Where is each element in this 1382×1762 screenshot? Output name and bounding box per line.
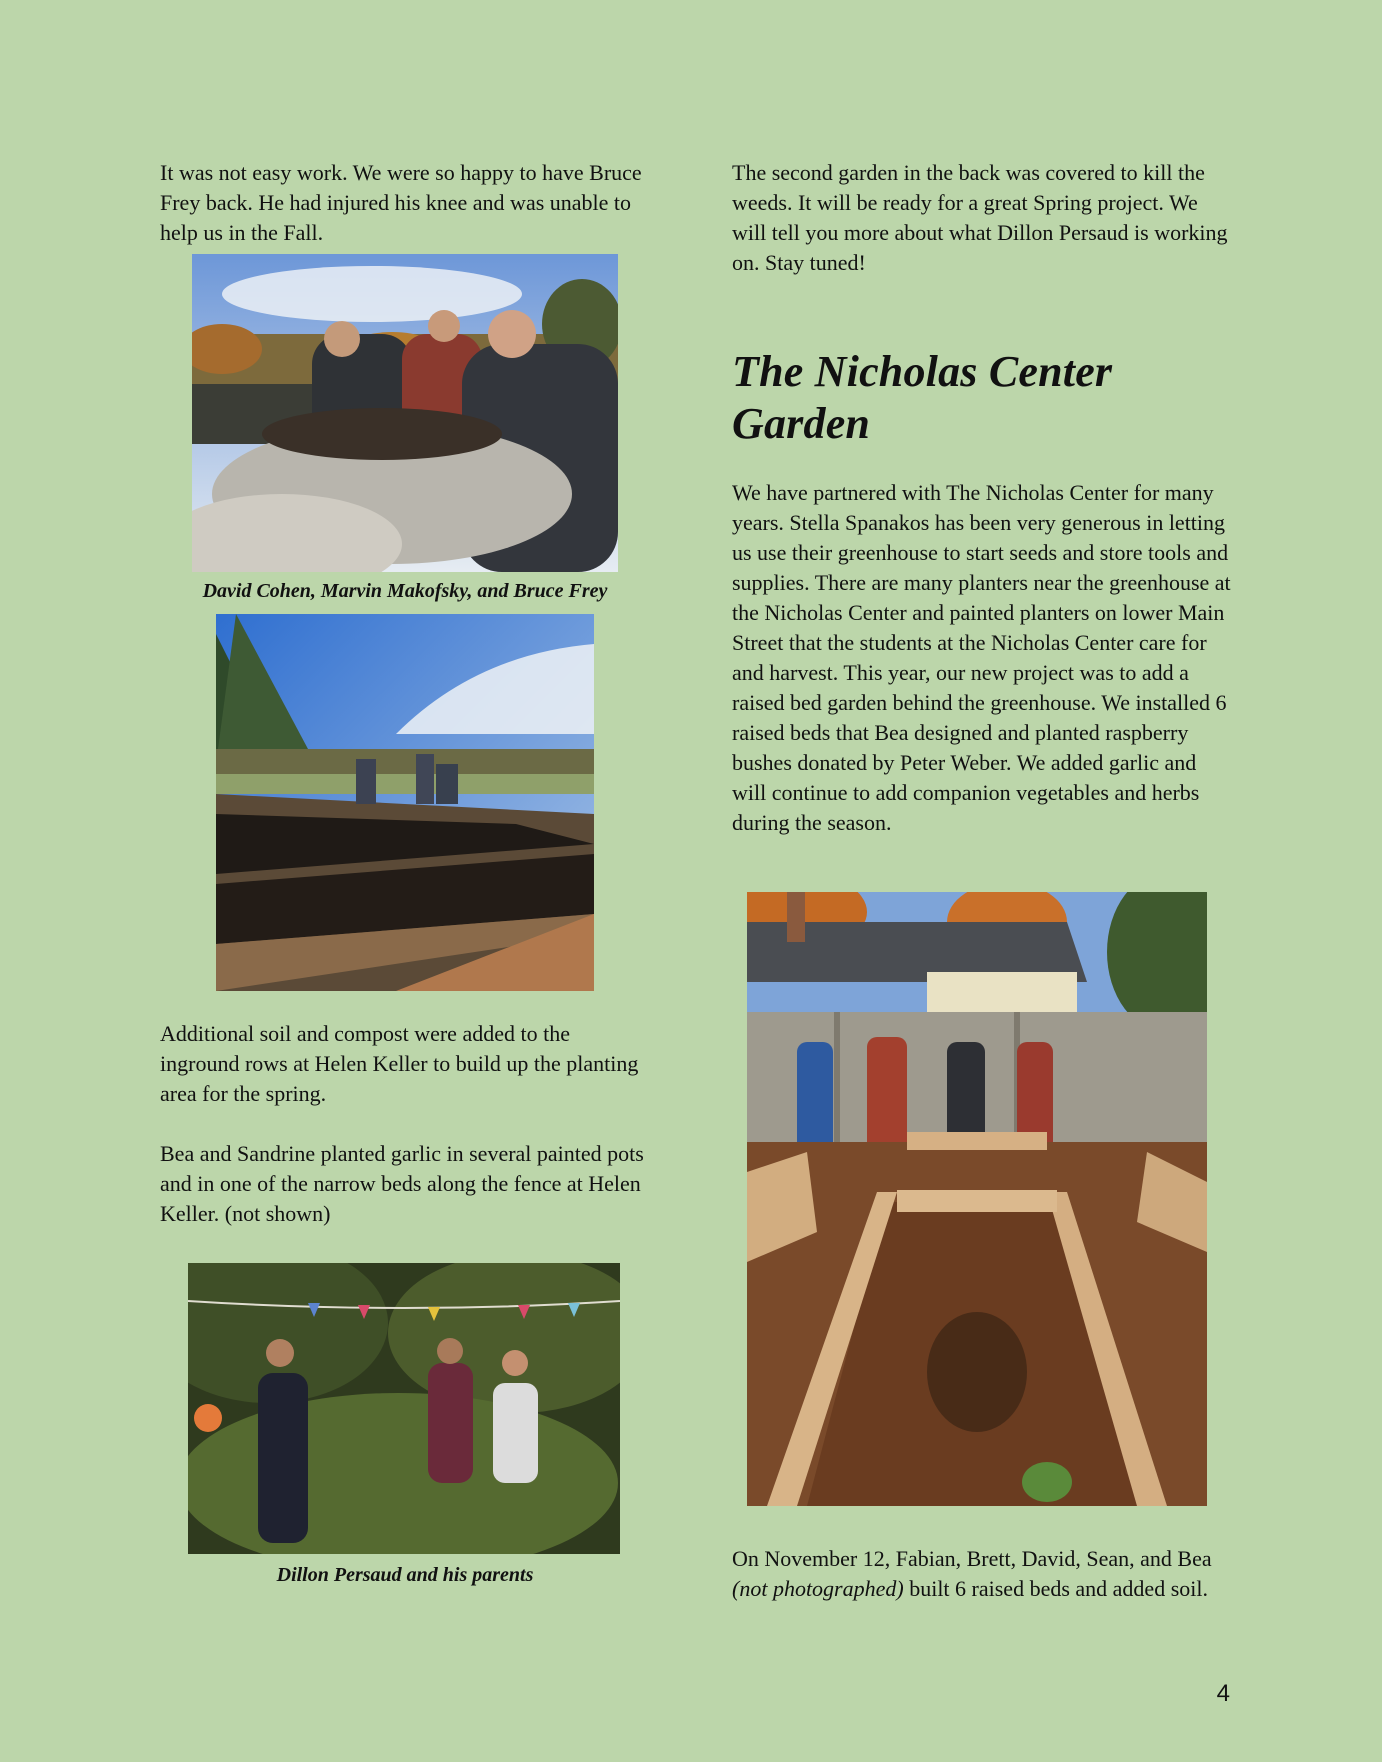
closing-text-end: built 6 raised beds and added soil.: [903, 1576, 1208, 1601]
photo-image: [188, 1263, 620, 1554]
photo-image: [192, 254, 618, 572]
garlic-paragraph: Bea and Sandrine planted garlic in several painted pots and in one of the narrow beds along the fence at Helen Keller. (not shown): [160, 1141, 644, 1226]
photo-image: [216, 614, 594, 991]
closing-paragraph: [732, 1544, 1232, 1604]
photo1-caption: David Cohen, Marvin Makofsky, and Bruce Frey: [202, 580, 608, 602]
section-heading: The Nicholas Center Garden: [732, 347, 1113, 448]
intro-paragraph-right: The second garden in the back was covered to kill the weeds. It will be ready for a great Spring project. We will tell you more about what Dillon Persaud is working on. Stay tuned!: [732, 160, 1228, 275]
photo-inground-rows: [216, 614, 594, 991]
photo-raised-beds: [747, 892, 1207, 1506]
right-column: [732, 158, 1232, 1604]
photo-dillon-family: [188, 1263, 620, 1554]
closing-text-start: On November 12, Fabian, Brett, David, Sean, and Bea: [732, 1546, 1212, 1571]
soil-paragraph: Additional soil and compost were added to the inground rows at Helen Keller to build up the planting area for the spring.: [160, 1021, 639, 1106]
nicholas-center-paragraph: We have partnered with The Nicholas Center for many years. Stella Spanakos has been very generous in letting us use their greenhouse to start seeds and store tools and supplies. There are many planters near the greenhouse at the Nicholas Center and painted planters on lower Main Street that the students at the Nicholas Center care for and harvest. This year, our new project was to add a raised bed garden behind the greenhouse. We installed 6 raised beds that Bea designed and planted raspberry bushes donated by Peter Weber. We added garlic and will continue to add companion vegetables and herbs during the season.: [732, 480, 1231, 835]
photo3-caption: Dillon Persaud and his parents: [276, 1564, 534, 1586]
left-column: [160, 158, 650, 1588]
intro-paragraph-left: It was not easy work. We were so happy to have Bruce Frey back. He had injured his knee and was unable to help us in the Fall.: [160, 160, 642, 245]
photo-volunteers-soil-bags: [192, 254, 618, 572]
page-number: 4: [1216, 1680, 1230, 1707]
photo-image: [747, 892, 1207, 1506]
closing-text-italic: (not photographed): [732, 1576, 904, 1601]
